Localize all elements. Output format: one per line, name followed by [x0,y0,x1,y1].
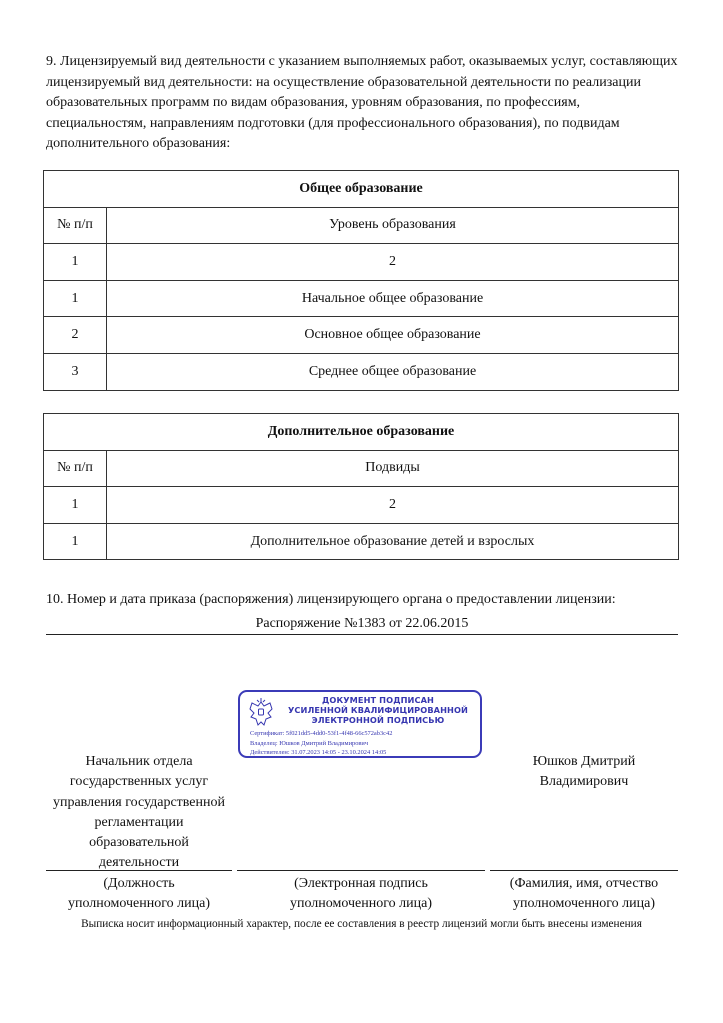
row-value: Среднее общее образование [107,353,679,390]
position-line: государственных услуг [69,774,209,790]
caption-line: уполномоченного лица) [290,896,432,911]
table-title: Дополнительное образование [44,414,679,451]
order-number-date: Распоряжение №1383 от 22.06.2015 [46,616,678,635]
column-number-row [44,487,679,524]
caption-line: (Электронная подпись [294,876,428,891]
row-value: Начальное общее образование [107,280,679,317]
position-underline [46,870,232,871]
caption-line: уполномоченного лица) [68,896,210,911]
signature-caption [237,874,485,914]
position-caption [46,874,232,914]
column-number: 1 [44,244,107,281]
table-title-row [44,414,679,451]
caption-line: (Должность [103,876,175,891]
table-title-row [44,171,679,208]
table-row [44,317,679,354]
table-title: Общее образование [44,171,679,208]
section-9-text: 9. Лицензируемый вид деятельности с указанием выполняемых работ, оказываемых услуг, составляющих лицензируемый вид деятельности: на осуществление образовательной деятельности по реализации образовательных программ по видам образования, уровням образования, по профессиям, специальностям, направлениям подготовки (для профессионального образования), по подвидам дополнительного образования: [46,54,678,151]
footer-disclaimer: Выписка носит информационный характер, после ее составления в реестр лицензий могли быть внесены изменения [81,918,642,930]
official-name [490,752,678,793]
stamp-title-line: ДОКУМЕНТ ПОДПИСАН [322,695,434,705]
general-education-table [43,170,679,391]
russian-coat-of-arms-icon [246,697,276,729]
row-number: 3 [44,353,107,390]
stamp-title-line: УСИЛЕННОЙ КВАЛИФИЦИРОВАННОЙ [287,705,469,715]
row-value: Основное общее образование [107,317,679,354]
caption-line: уполномоченного лица) [513,896,655,911]
table-row [44,353,679,390]
electronic-signature-stamp [238,690,482,758]
stamp-details [250,729,480,758]
signature-underline [237,870,485,871]
stamp-title-line: ЭЛЕКТРОННОЙ ПОДПИСЬЮ [311,715,445,725]
official-position [46,752,232,874]
stamp-validity: Действителен: 31.07.2023 14:05 - 23.10.2024 14:05 [250,749,387,757]
position-line: образовательной [89,835,189,851]
column-header-number: № п/п [44,450,107,487]
table-row [44,280,679,317]
row-number: 1 [44,280,107,317]
table-header-row [44,450,679,487]
additional-education-table [43,413,679,560]
column-header-level: Уровень образования [107,207,679,244]
position-line: деятельности [98,855,180,871]
column-header-subtype: Подвиды [107,450,679,487]
name-line: Владимирович [539,774,629,790]
column-header-number: № п/п [44,207,107,244]
row-value: Дополнительное образование детей и взрослых [107,523,679,560]
table-row [44,523,679,560]
column-number: 2 [107,487,679,524]
caption-line: (Фамилия, имя, отчество [509,876,659,891]
stamp-owner: Владелец: Юшков Дмитрий Владимирович [250,739,369,747]
name-caption [490,874,678,914]
section-10-label: 10. Номер и дата приказа (распоряжения) лицензирующего органа о предоставлении лицензии: [46,592,616,607]
stamp-title [276,695,480,725]
name-line: Юшков Дмитрий [532,754,636,769]
position-line: регламентации [94,814,184,830]
name-underline [490,870,678,871]
column-number: 1 [44,487,107,524]
row-number: 1 [44,523,107,560]
row-number: 2 [44,317,107,354]
column-number: 2 [107,244,679,281]
position-line: управления государственной [52,794,226,810]
table-header-row [44,207,679,244]
stamp-certificate: Сертификат: 5f021dd5-4dd0-53f1-4f48-66c572ab3c42 [250,730,393,737]
position-line: Начальник отдела [85,754,193,769]
column-number-row [44,244,679,281]
